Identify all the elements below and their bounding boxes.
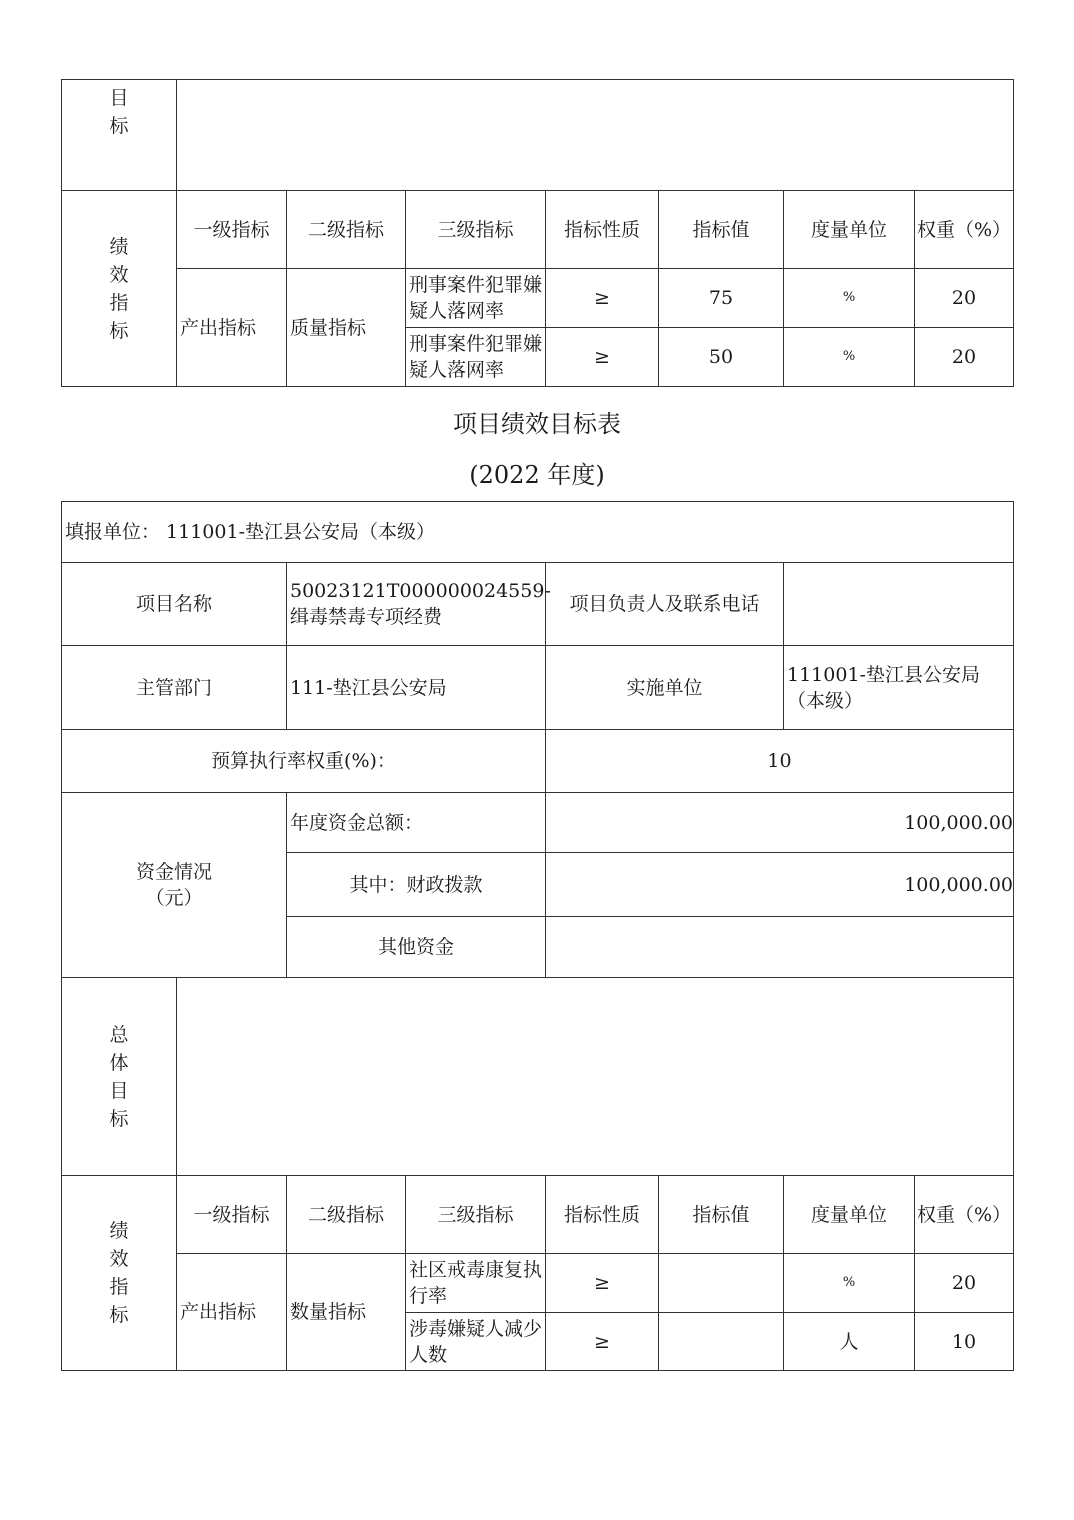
level3-cell: 社区戒毒康复执行率 — [406, 1254, 546, 1313]
unit-cell: % — [784, 328, 915, 387]
level3-cell: 刑事案件犯罪嫌疑人落网率 — [406, 328, 546, 387]
header-nature: 指标性质 — [546, 191, 659, 269]
level2-cell: 质量指标 — [287, 269, 406, 387]
unit-cell: 人 — [784, 1313, 915, 1371]
header-level2: 二级指标 — [287, 1176, 406, 1254]
unit-cell: % — [784, 1254, 915, 1313]
impl-unit-label: 实施单位 — [546, 646, 784, 730]
fiscal-label: 其中：财政拨款 — [287, 853, 546, 917]
dept-label: 主管部门 — [62, 646, 287, 730]
funds-label — [62, 793, 287, 978]
weight-cell: 10 — [915, 1313, 1014, 1371]
header-unit: 度量单位 — [784, 1176, 915, 1254]
value-cell: 75 — [659, 269, 784, 328]
nature-cell: ≥ — [546, 269, 659, 328]
reporting-unit: 填报单位： 111001-垫江县公安局（本级） — [62, 502, 1014, 563]
budget-weight-label: 预算执行率权重(%)： — [62, 730, 546, 793]
header-nature: 指标性质 — [546, 1176, 659, 1254]
nature-cell: ≥ — [546, 1313, 659, 1371]
budget-weight-value: 10 — [546, 730, 1014, 793]
header-value: 指标值 — [659, 1176, 784, 1254]
top-table — [61, 79, 1014, 387]
goal-content — [177, 80, 1014, 191]
dept-value: 111-垫江县公安局 — [287, 646, 546, 730]
header-value: 指标值 — [659, 191, 784, 269]
funds-label-line2: （元） — [145, 887, 203, 909]
contact-value — [784, 563, 1014, 646]
header-weight: 权重（%） — [915, 191, 1014, 269]
annual-total-value: 100,000.00 — [546, 793, 1014, 853]
other-funds-value — [546, 917, 1014, 978]
header-weight: 权重（%） — [915, 1176, 1014, 1254]
nature-cell: ≥ — [546, 1254, 659, 1313]
level2-cell: 数量指标 — [287, 1254, 406, 1371]
value-cell — [659, 1313, 784, 1371]
header-level1: 一级指标 — [177, 1176, 287, 1254]
document-title: 项目绩效目标表 — [453, 410, 621, 438]
perf-indicator-label: 绩 效 指 标 — [62, 1176, 177, 1371]
level3-cell: 涉毒嫌疑人减少人数 — [406, 1313, 546, 1371]
header-level1: 一级指标 — [177, 191, 287, 269]
fiscal-value: 100,000.00 — [546, 853, 1014, 917]
header-unit: 度量单位 — [784, 191, 915, 269]
header-level3: 三级指标 — [406, 191, 546, 269]
annual-total-label: 年度资金总额： — [287, 793, 546, 853]
overall-goal-content — [177, 978, 1014, 1176]
header-level2: 二级指标 — [287, 191, 406, 269]
main-table — [61, 501, 1014, 1371]
overall-goal-label: 总 体 目 标 — [62, 978, 177, 1176]
goal-label: 目 标 — [62, 80, 177, 191]
weight-cell: 20 — [915, 269, 1014, 328]
weight-cell: 20 — [915, 1254, 1014, 1313]
impl-unit-value: 111001-垫江县公安局（本级） — [784, 646, 1014, 730]
level1-cell: 产出指标 — [177, 269, 287, 387]
contact-label: 项目负责人及联系电话 — [546, 563, 784, 646]
project-name-value: 50023121T000000024559-缉毒禁毒专项经费 — [287, 563, 546, 646]
level3-cell: 刑事案件犯罪嫌疑人落网率 — [406, 269, 546, 328]
header-level3: 三级指标 — [406, 1176, 546, 1254]
funds-label-line1: 资金情况 — [135, 861, 212, 883]
project-name-label: 项目名称 — [62, 563, 287, 646]
document-year: (2022 年度) — [469, 461, 605, 489]
other-funds-label: 其他资金 — [287, 917, 546, 978]
unit-cell: % — [784, 269, 915, 328]
value-cell: 50 — [659, 328, 784, 387]
level1-cell: 产出指标 — [177, 1254, 287, 1371]
value-cell — [659, 1254, 784, 1313]
weight-cell: 20 — [915, 328, 1014, 387]
nature-cell: ≥ — [546, 328, 659, 387]
perf-indicator-label: 绩 效 指 标 — [62, 191, 177, 387]
